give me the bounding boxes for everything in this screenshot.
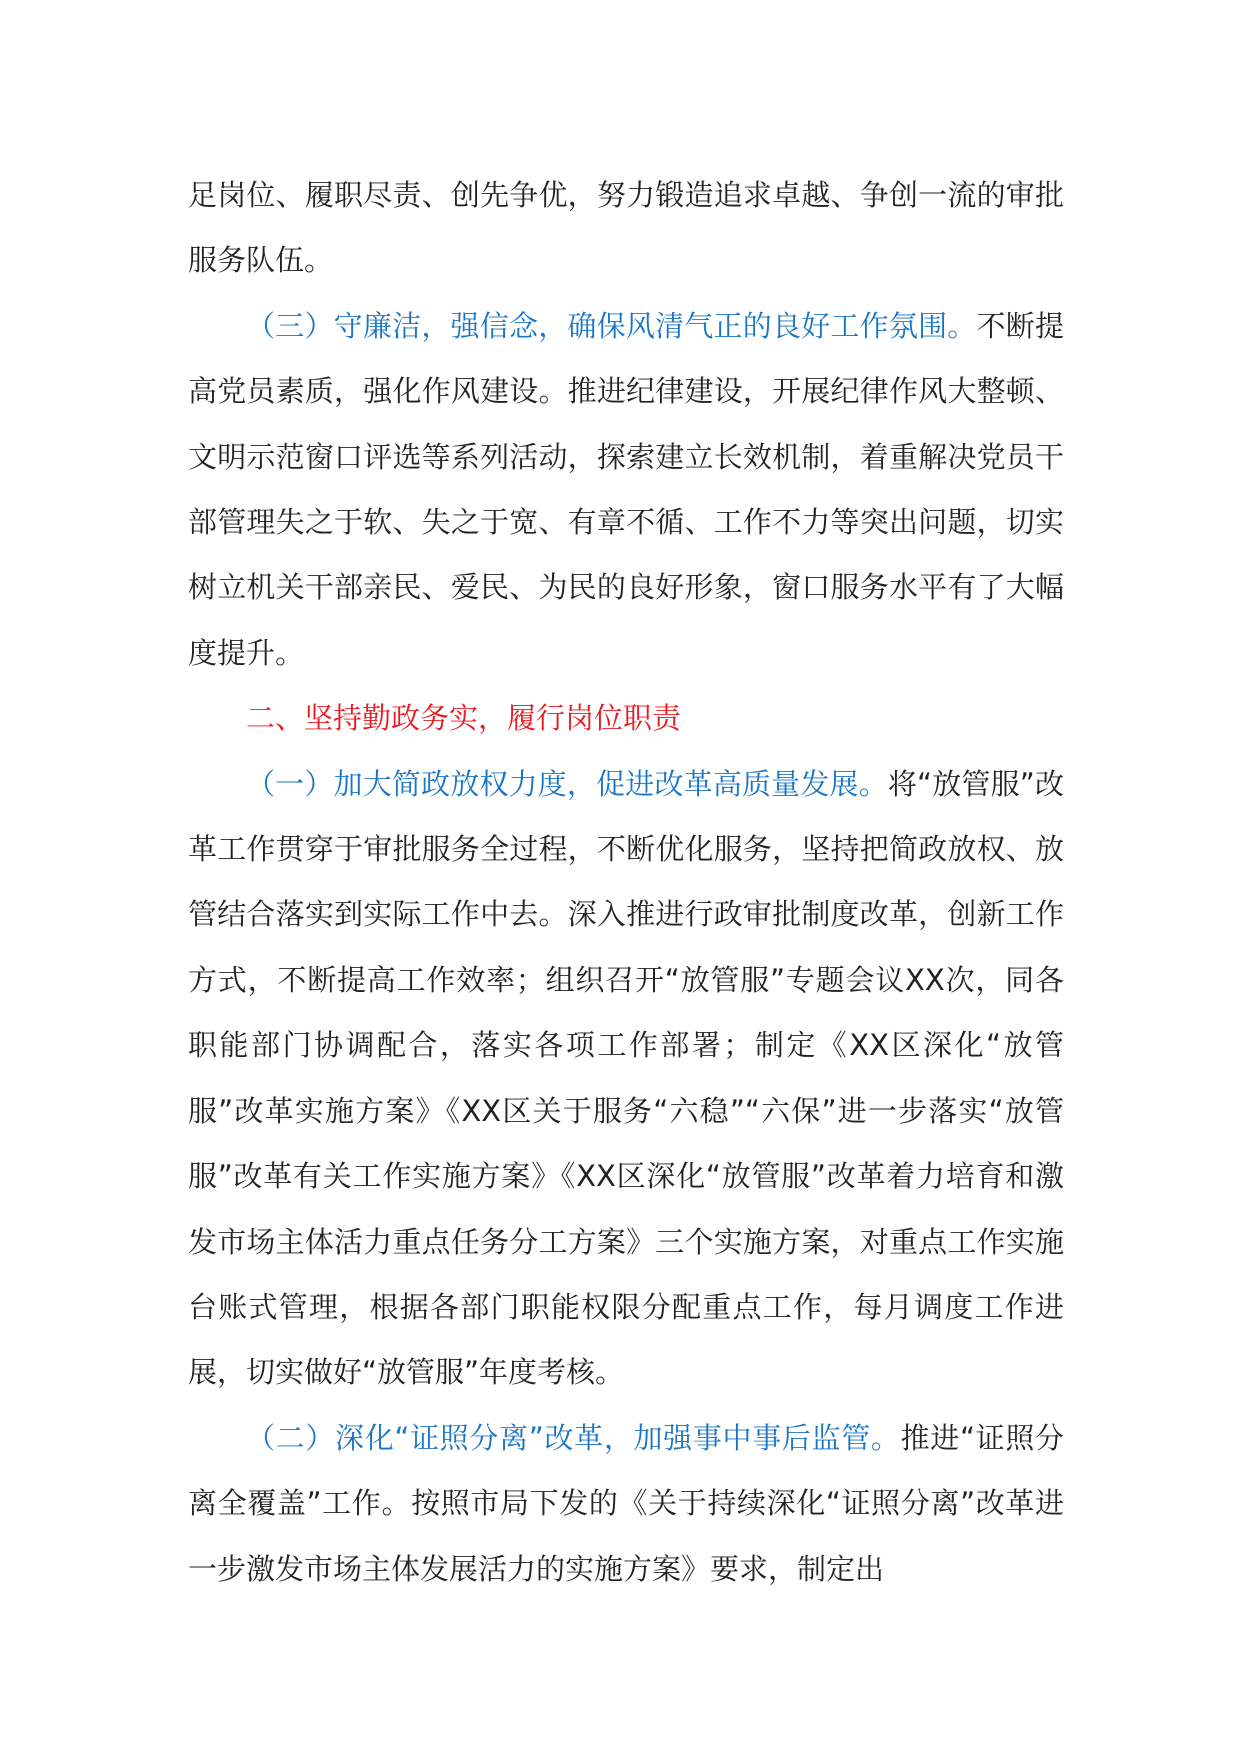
paragraph-text: 推进“证照分离全覆盖”工作。按照市局下发的《关于持续深化“证照分离”改革进一步激发市场主体发展活力的实施方案》要求，制定出: [188, 1420, 1064, 1586]
paragraph-text: 将“放管服”改革工作贯穿于审批服务全过程，不断优化服务，坚持把简政放权、放管结合落实到实际工作中去。深入推进行政审批制度改革，创新工作方式，不断提高工作效率；组织召开“放管服”专题会议XX次，同各职能部门协调配合，落实各项工作部署；制定《XX区深化“放管服”改革实施方案》《XX区关于服务“六稳”“六保”进一步落实“放管服”改革有关工作实施方案》《XX区深化“放管服”改革着力培育和激发市场主体活力重点任务分工方案》三个实施方案，对重点工作实施台账式管理，根据各部门职能权限分配重点工作，每月调度工作进展，切实做好“放管服”年度考核。: [188, 766, 1064, 1390]
subheading-streamline: （一）加大简政放权力度，促进改革高质量发展。: [246, 766, 888, 801]
paragraph-text: 不断提高党员素质，强化作风建设。推进纪律建设，开展纪律作风大整顿、文明示范窗口评选等系列活动，探索建立长效机制，着重解决党员干部管理失之于软、失之于宽、有章不循、工作不力等突出问题，切实树立机关干部亲民、爱民、为民的良好形象，窗口服务水平有了大幅度提升。: [188, 308, 1064, 670]
paragraph-license-separation: [188, 1406, 1064, 1602]
document-body: [188, 163, 1064, 1602]
paragraph-continued: [188, 163, 1064, 294]
subheading-license-separation: （二）深化“证照分离”改革，加强事中事后监管。: [246, 1420, 901, 1455]
section-heading-2: 二、坚持勤政务实，履行岗位职责: [246, 701, 682, 736]
paragraph-streamline: [188, 752, 1064, 1406]
subheading-integrity: （三）守廉洁，强信念，确保风清气正的良好工作氛围。: [246, 308, 977, 343]
paragraph-integrity: [188, 294, 1064, 686]
paragraph-text: 足岗位、履职尽责、创先争优，努力锻造追求卓越、争创一流的审批服务队伍。: [188, 178, 1064, 278]
